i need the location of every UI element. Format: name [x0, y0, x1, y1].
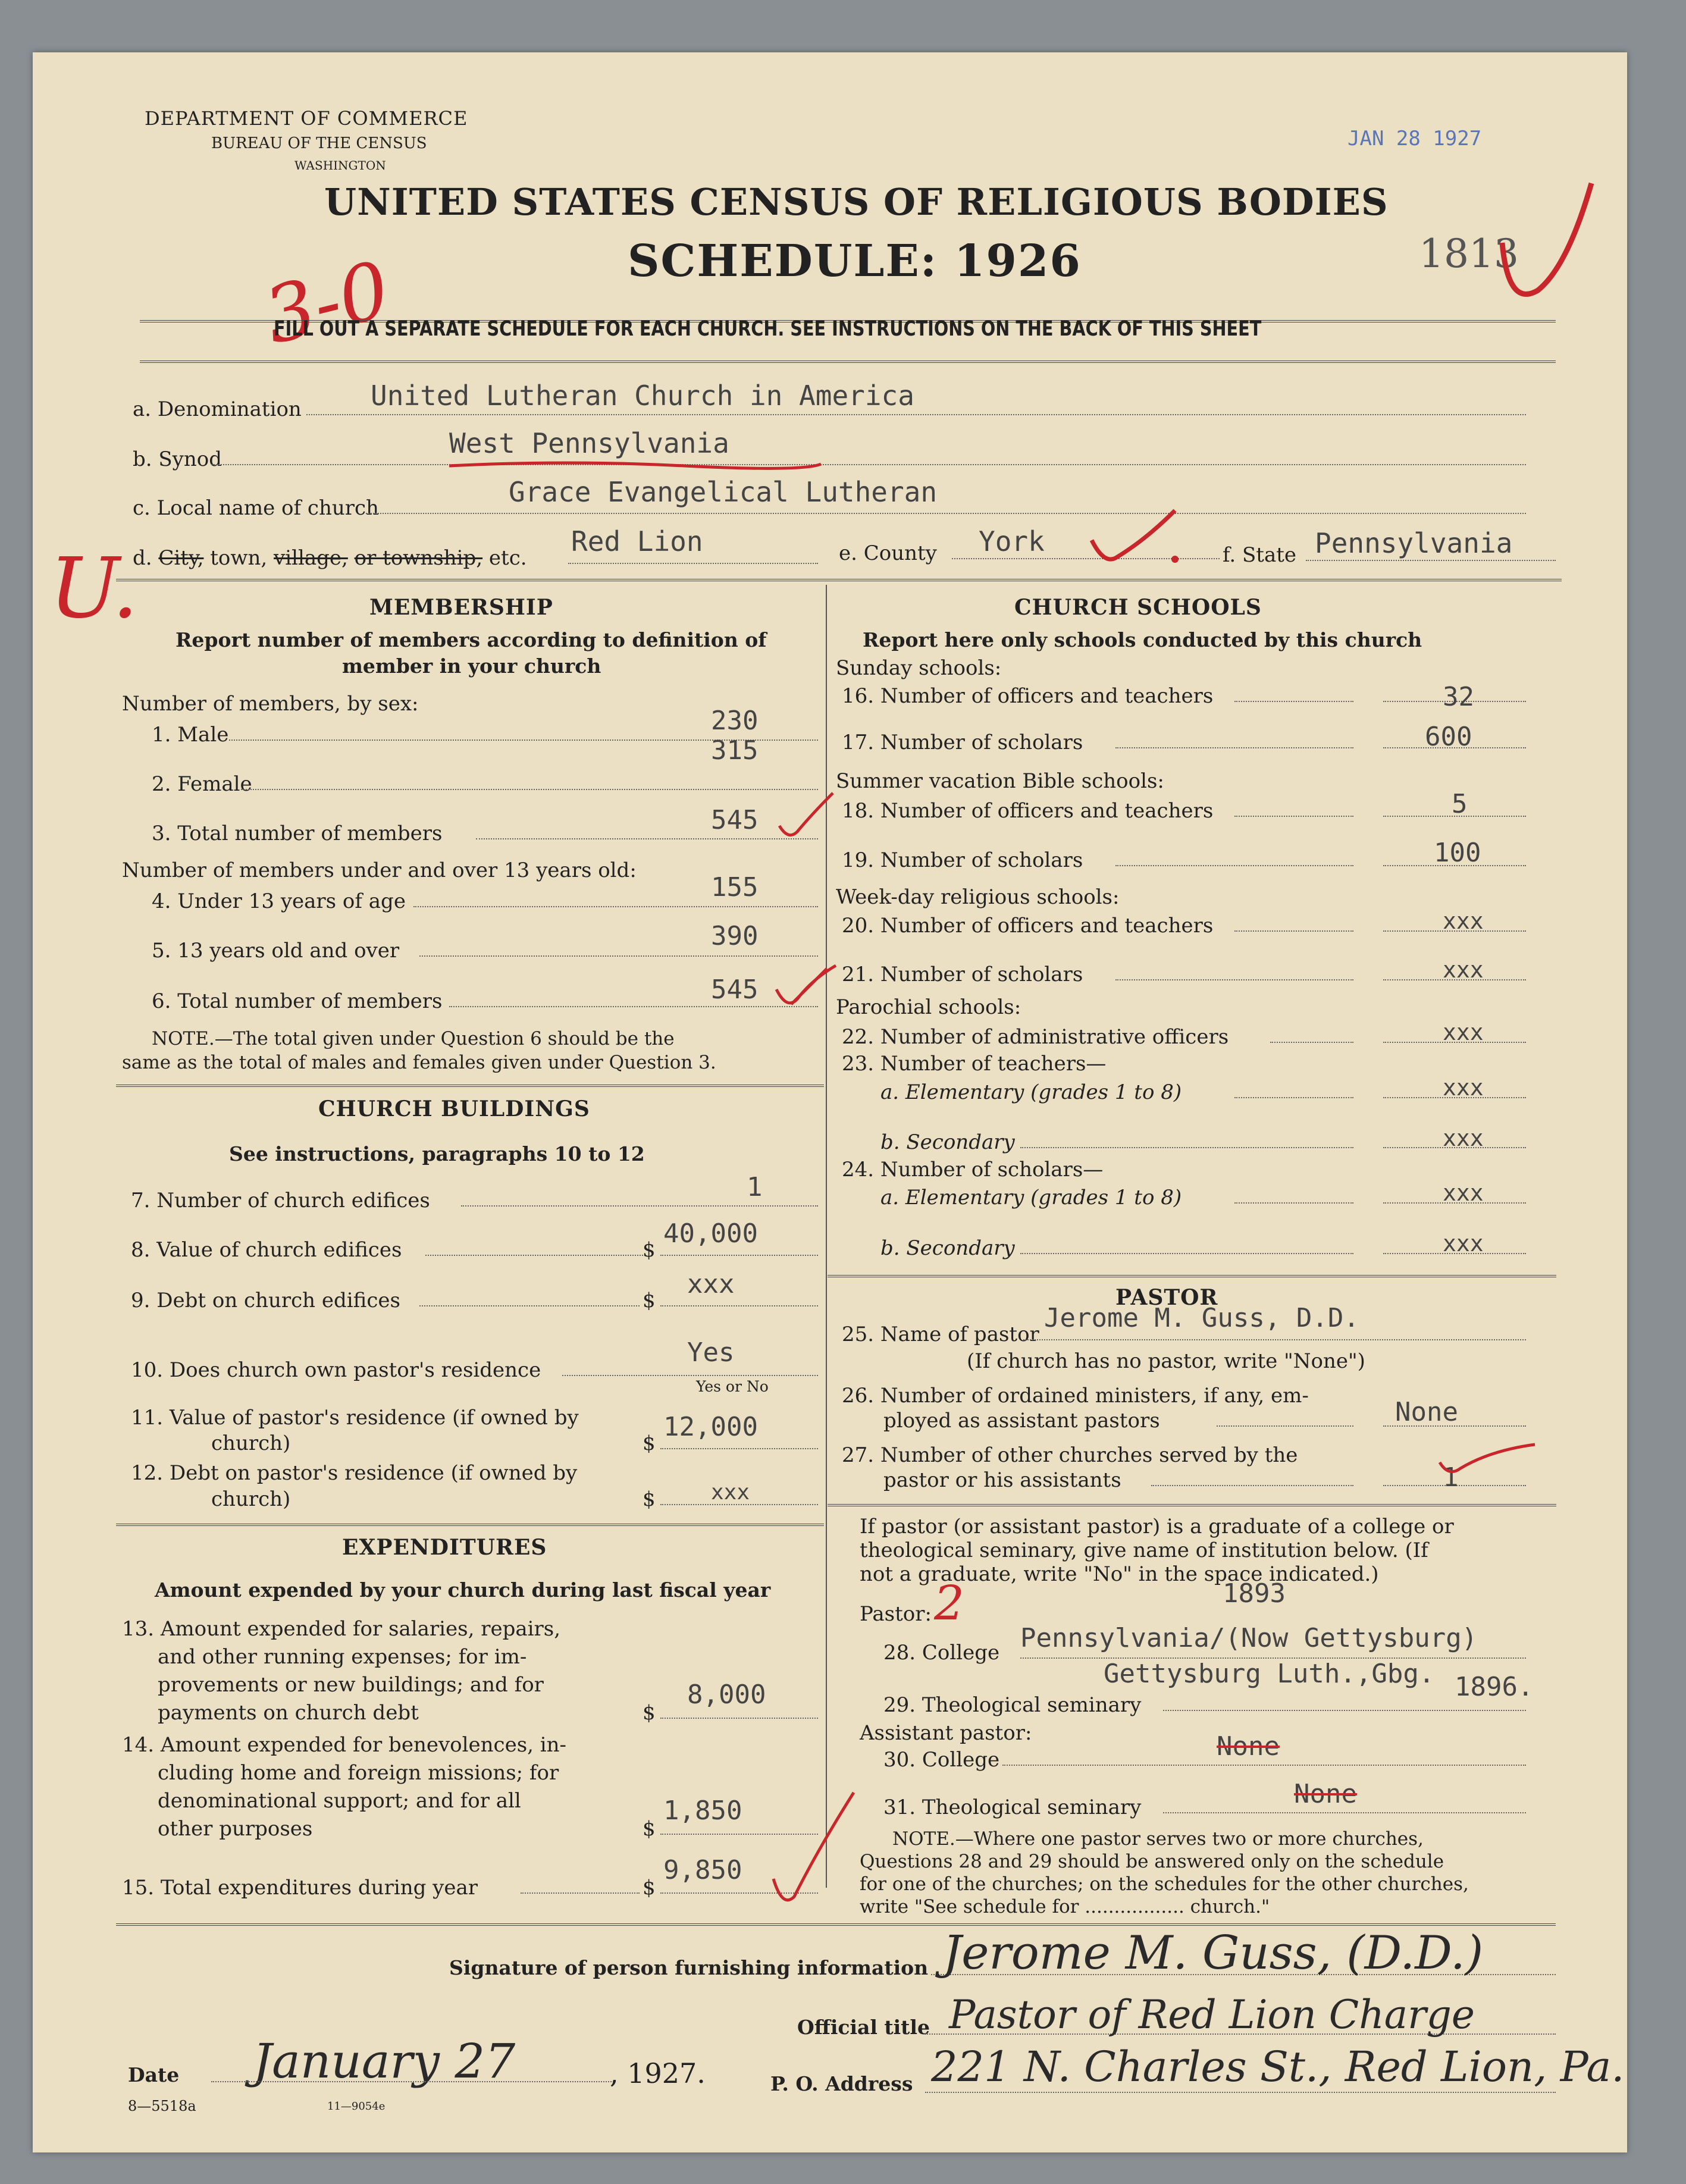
schedule-title: SCHEDULE: 1926	[628, 236, 1082, 287]
summer-teachers: 5	[1452, 789, 1468, 819]
parochial-scholars-elem: xxx	[1443, 1180, 1484, 1206]
form-title: UNITED STATES CENSUS OF RELIGIOUS BODIES	[324, 180, 1389, 224]
total-expenditures: 9,850	[663, 1855, 742, 1885]
total-members-sex: 545	[711, 805, 759, 835]
male-count: 230	[711, 706, 759, 736]
weekday-teachers: xxx	[1443, 908, 1484, 934]
denomination-label: a. Denomination	[133, 397, 302, 421]
county-label: e. County	[839, 541, 937, 565]
assistant-college: None	[1217, 1731, 1280, 1762]
place-value: Red Lion	[571, 525, 703, 557]
benevolences: 1,850	[663, 1796, 742, 1826]
sunday-scholars: 600	[1425, 722, 1472, 752]
residence-debt: xxx	[711, 1480, 750, 1505]
expenditures-heading: EXPENDITURES	[342, 1535, 547, 1560]
local-name-value: Grace Evangelical Lutheran	[509, 476, 938, 508]
residence-value: 12,000	[663, 1412, 758, 1442]
year-value: , 1927.	[610, 2057, 706, 2089]
received-stamp: JAN 28 1927	[1347, 127, 1482, 151]
denomination-value: United Lutheran Church in America	[371, 380, 914, 412]
signature: Jerome M. Guss, (D.D.)	[943, 1926, 1484, 1980]
pastor-seminary: Gettysburg Luth.,Gbg.	[1104, 1659, 1435, 1689]
female-count: 315	[711, 735, 759, 766]
college-year: 1893	[1223, 1578, 1286, 1609]
edifice-debt: xxx	[687, 1269, 735, 1299]
summer-scholars: 100	[1434, 838, 1481, 868]
handwritten-code: 3-0	[255, 243, 399, 362]
po-address: 221 N. Charles St., Red Lion, Pa.	[931, 2042, 1625, 2091]
other-churches: 1	[1443, 1462, 1459, 1493]
under-13-count: 155	[711, 872, 759, 903]
over-13-count: 390	[711, 921, 759, 951]
city-line: WASHINGTON	[294, 158, 386, 173]
department-line: DEPARTMENT OF COMMERCE	[145, 107, 468, 130]
pastor-name: Jerome M. Guss, D.D.	[1044, 1303, 1359, 1333]
synod-value: West Pennsylvania	[449, 427, 729, 459]
total-members-age: 545	[711, 975, 759, 1005]
parochial-admins: xxx	[1443, 1019, 1484, 1045]
parochial-teachers-sec: xxx	[1443, 1125, 1484, 1151]
membership-heading: MEMBERSHIP	[369, 595, 553, 620]
weekday-scholars: xxx	[1443, 957, 1484, 983]
state-value: Pennsylvania	[1315, 527, 1513, 559]
red-checkmark-top	[1490, 171, 1597, 308]
pastor-mark: 2	[934, 1575, 964, 1631]
parochial-scholars-sec: xxx	[1443, 1230, 1484, 1256]
place-label: d. City, town, village, or township, etc.	[133, 546, 527, 570]
owns-residence: Yes	[687, 1337, 735, 1368]
pastor-college: Pennsylvania/(Now Gettysburg)	[1020, 1623, 1478, 1653]
seminary-year: 1896.	[1455, 1672, 1534, 1702]
synod-label: b. Synod	[133, 447, 222, 471]
local-name-label: c. Local name of church	[133, 496, 379, 520]
margin-mark: U.	[49, 540, 139, 637]
schedule-number: 1813	[1419, 231, 1519, 277]
date-value: January 27	[253, 2033, 516, 2089]
buildings-heading: CHURCH BUILDINGS	[318, 1096, 590, 1121]
edifices-count: 1	[747, 1172, 763, 1202]
schools-heading: CHURCH SCHOOLS	[1014, 595, 1262, 620]
sunday-teachers: 32	[1443, 682, 1474, 712]
county-value: York	[979, 525, 1045, 557]
parochial-teachers-elem: xxx	[1443, 1074, 1484, 1101]
edifice-value: 40,000	[663, 1218, 758, 1249]
census-schedule-sheet: DEPARTMENT OF COMMERCE BUREAU OF THE CENSUS WASHINGTON JAN 28 1927 UNITED STATES CENSUS OF RELIGIOUS BODIES SCHEDULE: 1926 1813 3-0 U. FILL OUT A SEPARATE SCHEDULE FOR EACH CHURCH. SEE INSTRUCTIONS ON THE BACK OF THIS SHEET a. Denomination United Lutheran Church in America b. Synod West Pennsylvania c. Local name of church Grace Evangelical Lutheran d. City, town, village, or township, etc. Red Lion e. County York f. State Pennsylvania MEMBERSHIP Report number of members according to definition of member in your church Number of members, by sex: 1. Male 230 2. Female 315 3. Total number of members 545 Number of members under and over 13 years old: 4. Under 13 years of age 155 5. 13 years old and over 390 6. Total number of members 545 NOTE.—The total given under Question 6 should be the same as the total of males and females given under Question 3. CHURCH BUILDINGS See instructions, paragraphs 10 to 12 7. Number of church edifices 1 8. Value of church edifices $ 40,000 9. Debt on church edifices $ xxx 10. Does church own pastor's residence Yes Yes or No 11. Value of pastor's residence (if owned by church) $ 12,000 12. Debt on pastor's residence (if owned by church) $ xxx EXPENDITURES Amount expended by your church during last fiscal year 13. Amount expended for salaries, repairs, and other running expenses; for im- provements or new buildings; and for payments on church debt $ 8,000 14. Amount expended for benevolences, in- cluding home and foreign missions; for denominational support; and for all other purposes $ 1,850 15. Total expenditures during year $ 9,850 CHURCH SCHOOLS Report here only schools conducted by this church Sunday schools: 16. Number of officers and teachers 32 17. Number of scholars 600 Summer vacation Bible schools: 18. Number of officers and teachers 5 19. Number of scholars 100 Week-day religious schools: 20. Number of officers and teachers xxx 21. Number of scholars xxx Parochial schools: 22. Number of administrative officers xxx 23. Number of teachers— a. Elementary (grades 1 to 8) xxx b. Secondary xxx 24. Number of scholars— a. Elementary (grades 1 to 8) xxx b. Secondary xxx PASTOR 25. Name of pastor Jerome M. Guss, D.D. (If church has no pastor, write "None") 26. Number of ordained ministers, if any, em- ployed as assistant pastors None 27. Number of other churches served by the pastor or his assistants 1 If pastor (or assistant pastor) is a graduate of a college or theological seminary, give name of institution below. (If not a graduate, write "No" in the space indicated.) Pastor: 2 1893 28. College Pennsylvania/(Now Gettysburg) 29. Theological seminary Gettysburg Luth.,Gbg. 1896. Assistant pastor: 30. College None 31. Theological seminary None NOTE.—Where one pastor serves two or more churches, Questions 28 and 29 should be answered only on the schedule for one of the churches; on the schedules for the other churches, write "See schedule for ................. church." Signature of person furnishing information Jerome M. Guss, (D.D.) Official title Pastor of Red Lion Charge Date January 27 , 1927. P. O. Address 221 N. Charles St., Red Lion, Pa. 8—5518a 11—9054e	[33, 52, 1627, 2152]
pastor-heading: PASTOR	[1115, 1285, 1218, 1310]
running-expenses: 8,000	[687, 1679, 766, 1710]
bureau-line: BUREAU OF THE CENSUS	[211, 134, 427, 152]
assistant-seminary: None	[1294, 1779, 1357, 1809]
official-title: Pastor of Red Lion Charge	[949, 1992, 1475, 2038]
state-label: f. State	[1223, 543, 1296, 567]
instruction-line: FILL OUT A SEPARATE SCHEDULE FOR EACH CHURCH. SEE INSTRUCTIONS ON THE BACK OF THIS SHEET	[274, 317, 1262, 341]
assistant-pastors: None	[1395, 1397, 1458, 1427]
